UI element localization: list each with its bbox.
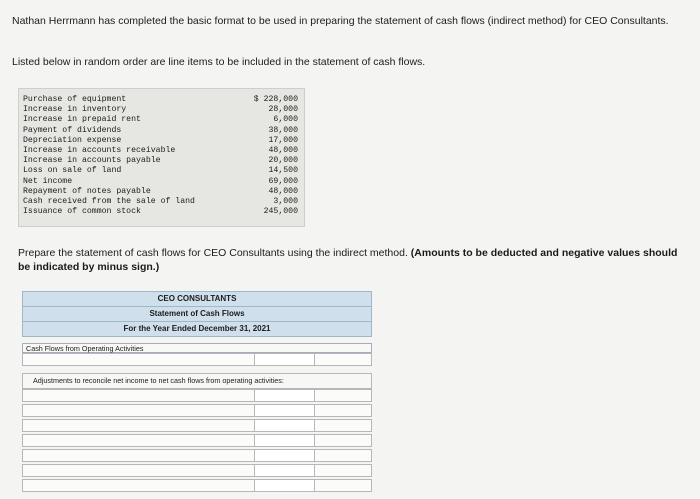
table-row (22, 464, 372, 477)
operating-section-label: Cash Flows from Operating Activities (22, 343, 372, 353)
line-item-amount: 38,000 (268, 125, 298, 135)
line-item-amount: 20,000 (268, 156, 298, 166)
row-label-input[interactable] (23, 435, 255, 446)
row-amount-input[interactable] (255, 465, 315, 476)
line-item-label: Increase in inventory (23, 105, 127, 115)
line-item-amount: 245,000 (263, 207, 298, 217)
row-amount-input[interactable] (255, 450, 315, 461)
prepare-text: Prepare the statement of cash flows for CEO Consultants using the indirect method. (18, 247, 408, 259)
table-row (22, 389, 372, 402)
row-total-input[interactable] (315, 354, 371, 365)
row-amount-input[interactable] (255, 390, 315, 401)
row-total-input[interactable] (315, 480, 371, 491)
row-total-input[interactable] (315, 420, 371, 431)
row-label-input[interactable] (23, 405, 255, 416)
company-name: CEO CONSULTANTS (23, 292, 371, 307)
line-item-amount: 3,000 (273, 197, 298, 206)
listed-text: Listed below in random order are line items to be included in the statement of cash flows. (12, 56, 426, 68)
list-item (23, 177, 298, 186)
statement-header-block (22, 291, 372, 337)
line-item-label: Increase in prepaid rent (23, 115, 141, 125)
line-item-amount: 17,000 (268, 135, 298, 145)
adjustments-label: Adjustments to reconcile net income to net cash flows from operating activities: (22, 373, 372, 389)
line-item-label: Loss on sale of land (23, 166, 122, 176)
table-row (22, 419, 372, 432)
line-item-amount: 6,000 (273, 115, 298, 125)
statement-period: For the Year Ended December 31, 2021 (23, 322, 371, 337)
row-label-input[interactable] (23, 354, 255, 365)
line-item-amount: $ 228,000 (253, 95, 298, 104)
line-item-label: Cash received from the sale of land (23, 197, 195, 206)
list-item (23, 146, 298, 155)
statement-header (22, 291, 372, 337)
row-label-input[interactable] (23, 480, 255, 491)
line-items-box (18, 88, 305, 227)
list-item (23, 126, 298, 135)
row-total-input[interactable] (315, 390, 371, 401)
line-item-amount: 69,000 (268, 176, 298, 186)
line-item-label: Issuance of common stock (23, 207, 141, 217)
line-item-amount: 48,000 (268, 146, 298, 155)
row-amount-input[interactable] (255, 435, 315, 446)
row-label-input[interactable] (23, 465, 255, 476)
row-label-input[interactable] (23, 450, 255, 461)
row-amount-input[interactable] (255, 420, 315, 431)
row-total-input[interactable] (315, 405, 371, 416)
row-amount-input[interactable] (255, 480, 315, 491)
row-total-input[interactable] (315, 435, 371, 446)
row-label-input[interactable] (23, 420, 255, 431)
row-amount-input[interactable] (255, 405, 315, 416)
list-item (23, 115, 298, 124)
row-label-input[interactable] (23, 390, 255, 401)
line-item-label: Increase in accounts receivable (23, 146, 176, 155)
list-item (23, 105, 298, 114)
list-item (23, 95, 298, 104)
list-item (23, 166, 298, 175)
line-item-amount: 28,000 (268, 105, 298, 115)
row-total-input[interactable] (315, 465, 371, 476)
line-item-amount: 48,000 (268, 186, 298, 196)
list-item (23, 197, 298, 206)
table-row (22, 404, 372, 417)
line-item-amount: 14,500 (268, 166, 298, 176)
table-row (22, 449, 372, 462)
table-row (22, 434, 372, 447)
row-total-input[interactable] (315, 450, 371, 461)
intro-text: Nathan Herrmann has completed the basic format to be used in preparing the statement of cash flows (indirect method) for CEO Consultants. (12, 15, 669, 27)
row-amount-input[interactable] (255, 354, 315, 365)
line-item-label: Increase in accounts payable (23, 156, 161, 166)
prepare-bold-note: (Amounts to be deducted and negative values should be indicated by minus sign.) (18, 247, 678, 273)
statement-title: Statement of Cash Flows (23, 307, 371, 322)
line-item-label: Net income (23, 176, 73, 186)
table-row (22, 353, 372, 366)
table-row (22, 479, 372, 492)
line-item-label: Payment of dividends (23, 125, 122, 135)
list-item (23, 136, 298, 145)
list-item (23, 156, 298, 165)
line-item-label: Purchase of equipment (23, 95, 127, 104)
line-item-label: Depreciation expense (23, 135, 122, 145)
list-item (23, 187, 298, 196)
prepare-instructions (18, 246, 678, 274)
list-item (23, 207, 298, 216)
line-item-label: Repayment of notes payable (23, 186, 151, 196)
